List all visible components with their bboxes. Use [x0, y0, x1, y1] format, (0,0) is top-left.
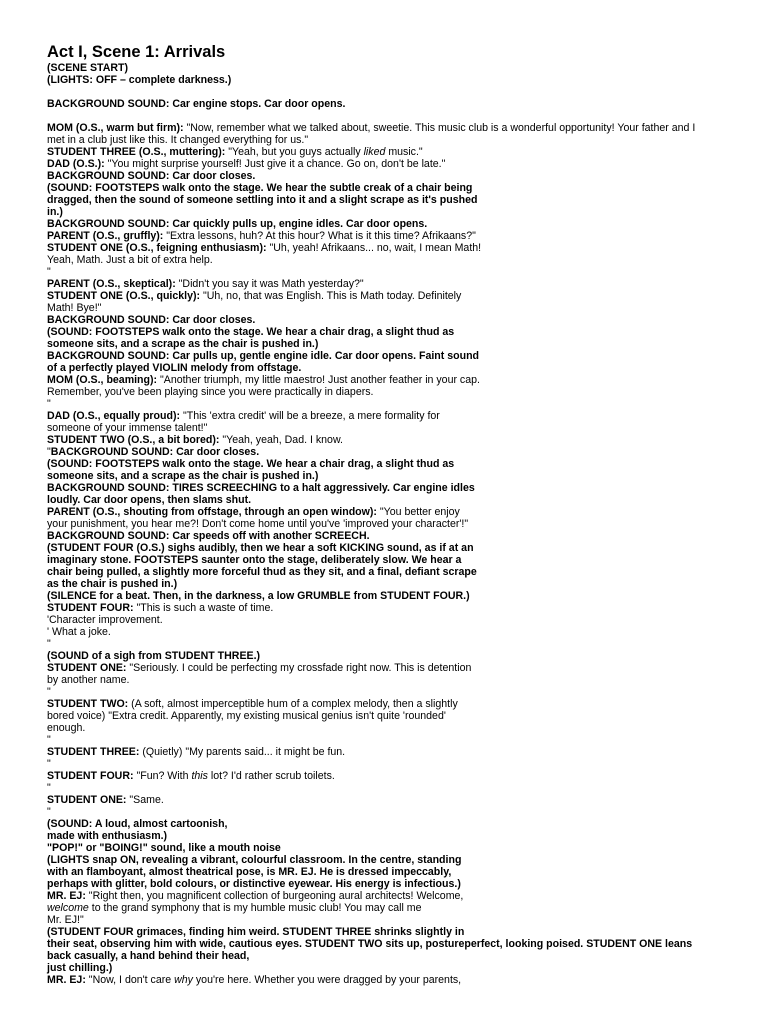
- script-line: [47, 458, 454, 470]
- script-line: [47, 962, 112, 974]
- script-line: [47, 674, 129, 686]
- line-text: your punishment, you hear me?! Don't come home until you've 'improved your character'!": [47, 518, 469, 530]
- line-text: "This 'extra credit' will be a breeze, a mere formality for: [180, 410, 440, 422]
- bold-text: chair being pulled, a slightly more forceful thud as they sit, and a final, defiant scrape: [47, 566, 477, 578]
- bold-text: STUDENT THREE (O.S., muttering):: [47, 146, 226, 158]
- script-line: [47, 602, 273, 614]
- bold-text: MOM (O.S., beaming):: [47, 374, 158, 386]
- bold-text: DAD (O.S.):: [47, 158, 105, 170]
- line-text: "Same.: [126, 794, 164, 806]
- line-text: ": [47, 266, 51, 278]
- line-text: "Now, I don't care: [85, 974, 175, 986]
- bold-text: STUDENT ONE (O.S., feigning enthusiasm):: [47, 242, 267, 254]
- line-text: "Yeah, but you guys actually: [225, 146, 364, 158]
- line-text: "Seriously. I could be perfecting my crossfade right now. This is detention: [126, 662, 472, 674]
- bold-text: BACKGROUND SOUND: Car speeds off with another SCREECH.: [47, 530, 370, 542]
- bold-text: BACKGROUND SOUND: Car door closes.: [50, 446, 260, 458]
- line-text: music.": [385, 146, 423, 158]
- bold-text: (STUDENT FOUR grimaces, finding him weird. STUDENT THREE shrinks slightly in: [47, 926, 465, 938]
- bold-text: in.): [47, 206, 63, 218]
- script-line: [47, 734, 51, 746]
- bold-text: "POP!" or "BOING!" sound, like a mouth noise: [47, 842, 281, 854]
- bold-text: just chilling.): [47, 962, 113, 974]
- script-line: [47, 938, 692, 950]
- script-line: [47, 254, 213, 266]
- script-line: [47, 806, 51, 818]
- bold-text: STUDENT ONE (O.S., quickly):: [47, 290, 201, 302]
- script-line: [47, 722, 85, 734]
- line-text: bored voice) "Extra credit. Apparently, my existing musical genius isn't quite 'rounded': [47, 710, 446, 722]
- italic-text: liked: [363, 146, 386, 158]
- bold-text: with an flamboyant, almost theatrical pose, is MR. EJ. He is dressed impeccably,: [47, 866, 452, 878]
- script-line: [47, 794, 164, 806]
- script-line: [47, 410, 440, 422]
- script-line: [47, 230, 476, 242]
- bold-text: BACKGROUND SOUND: Car pulls up, gentle engine idle. Car door opens. Faint sound: [47, 350, 480, 362]
- script-line: [47, 74, 231, 86]
- bold-text: as the chair is pushed in.): [47, 578, 178, 590]
- script-line: [47, 158, 445, 170]
- script-line: [47, 770, 335, 782]
- script-line: [47, 146, 423, 158]
- line-text: ": [47, 734, 51, 746]
- bold-text: (SOUND: FOOTSTEPS walk onto the stage. We hear the subtle creak of a chair being: [47, 182, 473, 194]
- bold-text: (SOUND: FOOTSTEPS walk onto the stage. We hear a chair drag, a slight thud as: [47, 326, 455, 338]
- bold-text: of a perfectly played VIOLIN melody from offstage.: [47, 362, 302, 374]
- line-text: "You might surprise yourself! Just give it a chance. Go on, don't be late.": [104, 158, 446, 170]
- script-line: [47, 362, 301, 374]
- script-line: [47, 530, 370, 542]
- script-line: [47, 950, 249, 962]
- bold-text: (LIGHTS snap ON, revealing a vibrant, colourful classroom. In the centre, standing: [47, 854, 462, 866]
- line-text: ": [47, 782, 51, 794]
- bold-text: (SCENE START): [47, 62, 129, 74]
- bold-text: (SOUND of a sigh from STUDENT THREE.): [47, 650, 261, 662]
- script-line: [47, 554, 461, 566]
- bold-text: STUDENT THREE:: [47, 746, 140, 758]
- script-line: [47, 518, 468, 530]
- script-line: [47, 686, 51, 698]
- script-line: [47, 590, 470, 602]
- line-text: "Right then, you magnificent collection of burgeoning aural architects! Welcome,: [85, 890, 464, 902]
- bold-text: MR. EJ:: [47, 890, 86, 902]
- bold-text: (STUDENT FOUR (O.S.) sighs audibly, then we hear a soft KICKING sound, as if at an: [47, 542, 474, 554]
- bold-text: STUDENT FOUR:: [47, 602, 134, 614]
- script-line: [47, 566, 477, 578]
- script-line: [47, 638, 51, 650]
- script-line: [47, 830, 167, 842]
- script-line: [47, 854, 461, 866]
- script-line: [47, 350, 479, 362]
- script-line: [47, 98, 345, 110]
- line-text: ": [47, 686, 51, 698]
- script-line: [47, 62, 128, 74]
- bold-text: PARENT (O.S., gruffly):: [47, 230, 164, 242]
- line-text: ' What a joke.: [47, 626, 111, 638]
- bold-text: made with enthusiasm.): [47, 830, 168, 842]
- bold-text: PARENT (O.S., shouting from offstage, through an open window):: [47, 506, 377, 518]
- bold-text: PARENT (O.S., skeptical):: [47, 278, 176, 290]
- bold-text: imaginary stone. FOOTSTEPS saunter onto the stage, deliberately slow. We hear a: [47, 554, 462, 566]
- bold-text: perhaps with glitter, bold colours, or distinctive eyewear. His energy is infectious.): [47, 878, 461, 890]
- bold-text: BACKGROUND SOUND: Car door closes.: [47, 314, 256, 326]
- script-line: [47, 698, 458, 710]
- script-line: [47, 434, 343, 446]
- line-text: ": [47, 638, 51, 650]
- bold-text: MOM (O.S., warm but firm):: [47, 122, 184, 134]
- line-text: "Uh, no, that was English. This is Math today. Definitely: [200, 290, 462, 302]
- script-line: [47, 614, 163, 626]
- bold-text: (SILENCE for a beat. Then, in the darkness, a low GRUMBLE from STUDENT FOUR.): [47, 590, 470, 602]
- script-line: [47, 446, 259, 458]
- line-text: "Extra lessons, huh? At this hour? What is it this time? Afrikaans?": [163, 230, 476, 242]
- script-line: [47, 422, 207, 434]
- line-text: ": [47, 446, 51, 458]
- script-line: [47, 170, 255, 182]
- line-text: someone of your immense talent!": [47, 422, 208, 434]
- line-text: Mr. EJ!": [47, 914, 84, 926]
- script-line: [47, 578, 177, 590]
- script-line: [47, 494, 251, 506]
- line-text: lot? I'd rather scrub toilets.: [207, 770, 335, 782]
- bold-text: (SOUND: FOOTSTEPS walk onto the stage. We hear a chair drag, a slight thud as: [47, 458, 455, 470]
- bold-text: someone sits, and a scrape as the chair is pushed in.): [47, 470, 319, 482]
- script-line: [47, 662, 471, 674]
- script-line: [47, 398, 51, 410]
- bold-text: BACKGROUND SOUND: Car door closes.: [47, 170, 256, 182]
- script-line: [47, 470, 318, 482]
- script-line: [47, 782, 51, 794]
- line-text: ": [47, 758, 51, 770]
- bold-text: dragged, then the sound of someone settling into it and a slight scrape as it's pushed: [47, 194, 478, 206]
- line-text: ": [47, 398, 51, 410]
- bold-text: STUDENT ONE:: [47, 662, 127, 674]
- line-text: "Fun? With: [133, 770, 192, 782]
- line-text: (Quietly) "My parents said... it might be fun.: [139, 746, 346, 758]
- script-line: [47, 218, 427, 230]
- line-text: "Yeah, yeah, Dad. I know.: [219, 434, 343, 446]
- script-line: [47, 866, 451, 878]
- script-line: [47, 290, 461, 302]
- line-text: 'Character improvement.: [47, 614, 163, 626]
- bold-text: loudly. Car door opens, then slams shut.: [47, 494, 252, 506]
- script-line: [47, 650, 260, 662]
- bold-text: BACKGROUND SOUND: Car quickly pulls up, engine idles. Car door opens.: [47, 218, 428, 230]
- italic-text: welcome: [47, 902, 89, 914]
- line-text: "Another triumph, my little maestro! Just another feather in your cap.: [157, 374, 480, 386]
- bold-text: STUDENT TWO (O.S., a bit bored):: [47, 434, 220, 446]
- line-text: "Now, remember what we talked about, sweetie. This music club is a wonderful opportunity! Your father and I: [183, 122, 696, 134]
- italic-text: why: [174, 974, 193, 986]
- script-line: [47, 242, 481, 254]
- line-text: (A soft, almost imperceptible hum of a complex melody, then a slightly: [128, 698, 458, 710]
- bold-text: STUDENT FOUR:: [47, 770, 134, 782]
- bold-text: (LIGHTS: OFF – complete darkness.): [47, 74, 232, 86]
- bold-text: STUDENT TWO:: [47, 698, 129, 710]
- script-line: [47, 890, 463, 902]
- script-line: [47, 974, 461, 986]
- line-text: "This is such a waste of time.: [133, 602, 274, 614]
- script-line: [47, 746, 345, 758]
- bold-text: BACKGROUND SOUND: TIRES SCREECHING to a halt aggressively. Car engine idles: [47, 482, 475, 494]
- line-text: Remember, you've been playing since you were practically in diapers.: [47, 386, 374, 398]
- script-line: [47, 302, 101, 314]
- script-line: [47, 386, 373, 398]
- script-line: [47, 266, 51, 278]
- script-line: [47, 758, 51, 770]
- italic-text: this: [191, 770, 208, 782]
- script-line: [47, 926, 464, 938]
- script-line: [47, 206, 63, 218]
- script-line: [47, 278, 364, 290]
- script-line: [47, 314, 255, 326]
- bold-text: BACKGROUND SOUND: Car engine stops. Car door opens.: [47, 98, 346, 110]
- bold-text: someone sits, and a scrape as the chair is pushed in.): [47, 338, 319, 350]
- bold-text: DAD (O.S., equally proud):: [47, 410, 181, 422]
- script-line: [47, 338, 318, 350]
- script-line: [47, 122, 695, 134]
- line-text: by another name.: [47, 674, 130, 686]
- script-line: [47, 506, 460, 518]
- bold-text: (SOUND: A loud, almost cartoonish,: [47, 818, 228, 830]
- script-line: [47, 182, 472, 194]
- line-text: ": [47, 806, 51, 818]
- script-line: [47, 626, 111, 638]
- line-text: "You better enjoy: [376, 506, 460, 518]
- script-line: [47, 542, 474, 554]
- line-text: "Uh, yeah! Afrikaans... no, wait, I mean Math!: [266, 242, 482, 254]
- script-line: [47, 818, 228, 830]
- line-text: you're here. Whether you were dragged by your parents,: [192, 974, 462, 986]
- bold-text: their seat, observing him with wide, cautious eyes. STUDENT TWO sits up, postureperfect, looking poised. STUDENT ONE leans: [47, 938, 693, 950]
- line-text: to the grand symphony that is my humble music club! You may call me: [88, 902, 422, 914]
- script-line: [47, 482, 475, 494]
- bold-text: MR. EJ:: [47, 974, 86, 986]
- bold-text: STUDENT ONE:: [47, 794, 127, 806]
- script-line: [47, 194, 477, 206]
- script-line: [47, 710, 446, 722]
- line-text: Yeah, Math. Just a bit of extra help.: [47, 254, 213, 266]
- script-line: [47, 326, 454, 338]
- line-text: met in a club just like this. It changed everything for us.": [47, 134, 309, 146]
- script-line: [47, 878, 461, 890]
- line-text: Math! Bye!": [47, 302, 102, 314]
- script-line: [47, 914, 84, 926]
- script-line: [47, 134, 308, 146]
- scene-title: Act I, Scene 1: Arrivals: [47, 43, 226, 61]
- script-line: [47, 374, 480, 386]
- bold-text: back casually, a hand behind their head,: [47, 950, 250, 962]
- line-text: enough.: [47, 722, 86, 734]
- script-line: [47, 902, 422, 914]
- script-line: [47, 842, 281, 854]
- line-text: "Didn't you say it was Math yesterday?": [175, 278, 364, 290]
